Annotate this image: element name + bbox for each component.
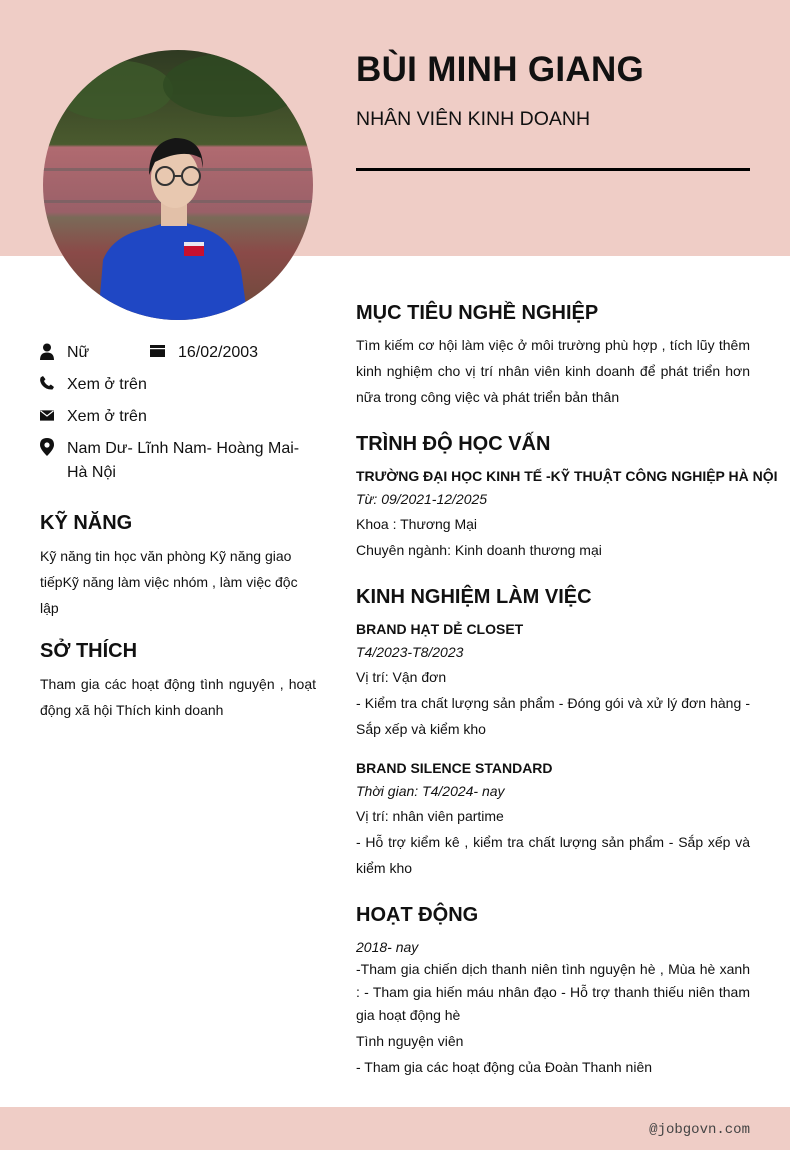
job-period: Thời gian: T4/2024- nay	[356, 783, 505, 799]
contact-gender: Nữ	[40, 341, 89, 365]
candidate-name: BÙI MINH GIANG	[356, 50, 645, 89]
calendar-icon	[150, 342, 165, 360]
avatar	[43, 50, 313, 320]
hobbies-title: SỞ THÍCH	[40, 640, 138, 662]
education-title: TRÌNH ĐỘ HỌC VẤN	[356, 433, 551, 455]
activities-title: HOẠT ĐỘNG	[356, 904, 479, 926]
objective-title: MỤC TIÊU NGHỀ NGHIỆP	[356, 302, 599, 324]
job-position: Vị trí: Vận đơn	[356, 669, 447, 685]
education-major: Chuyên ngành: Kinh doanh thương mại	[356, 542, 602, 558]
profile-photo	[43, 50, 313, 320]
activities-period: 2018- nay	[356, 939, 419, 955]
skills-title: KỸ NĂNG	[40, 512, 133, 534]
job-position: Vị trí: nhân viên partime	[356, 808, 504, 824]
mail-icon	[40, 406, 54, 424]
activities-role: Tình nguyện viên	[356, 1033, 464, 1049]
contact-birthday: 16/02/2003	[150, 341, 258, 365]
education-faculty: Khoa : Thương Mại	[356, 516, 478, 532]
contact-email: Xem ở trên	[40, 405, 147, 429]
person-icon	[40, 342, 54, 360]
skills-text: Kỹ năng tin học văn phòng Kỹ năng giao tiếpKỹ năng làm việc nhóm , làm việc độc lập	[40, 548, 298, 616]
job-company: BRAND HẠT DẺ CLOSET	[356, 621, 524, 637]
footer-watermark: @jobgovn.com	[649, 1122, 750, 1138]
job-company: BRAND SILENCE STANDARD	[356, 760, 553, 776]
experience-title: KINH NGHIỆM LÀM VIỆC	[356, 586, 592, 608]
job-period: T4/2023-T8/2023	[356, 644, 464, 660]
education-period: Từ: 09/2021-12/2025	[356, 491, 488, 507]
contact-phone: Xem ở trên	[40, 373, 147, 397]
location-pin-icon	[40, 438, 54, 456]
contact-address: Nam Dư- Lĩnh Nam- Hoàng Mai- Hà Nội	[40, 437, 310, 485]
hobbies-text: Tham gia các hoạt động tình nguyện , hoạt động xã hội Thích kinh doanh	[40, 676, 316, 718]
objective-text: Tìm kiếm cơ hội làm việc ở môi trường phù hợp , tích lũy thêm kinh nghiệm cho vị trí nhân viên kinh doanh để phát triển hơn nữa trong công việc và phát triển bản thân	[356, 337, 750, 405]
job-description: - Hỗ trợ kiểm kê , kiểm tra chất lượng sản phẩm - Sắp xếp và kiểm kho	[356, 834, 750, 876]
education-school: TRƯỜNG ĐẠI HỌC KINH TẾ -KỸ THUẬT CÔNG NGHIỆP HÀ NỘI	[356, 468, 778, 484]
activities-role-description: - Tham gia các hoạt động của Đoàn Thanh niên	[356, 1059, 653, 1075]
phone-icon	[40, 374, 54, 392]
activities-description: -Tham gia chiến dịch thanh niên tình nguyện hè , Mùa hè xanh : - Tham gia hiến máu nhân đạo - Hỗ trợ thanh thiếu niên tham gia hoạt động hè	[356, 961, 750, 1023]
job-description: - Kiểm tra chất lượng sản phẩm - Đóng gói và xử lý đơn hàng - Sắp xếp và kiểm kho	[356, 695, 750, 737]
header-divider	[356, 168, 750, 171]
job-title: NHÂN VIÊN KINH DOANH	[356, 108, 591, 130]
